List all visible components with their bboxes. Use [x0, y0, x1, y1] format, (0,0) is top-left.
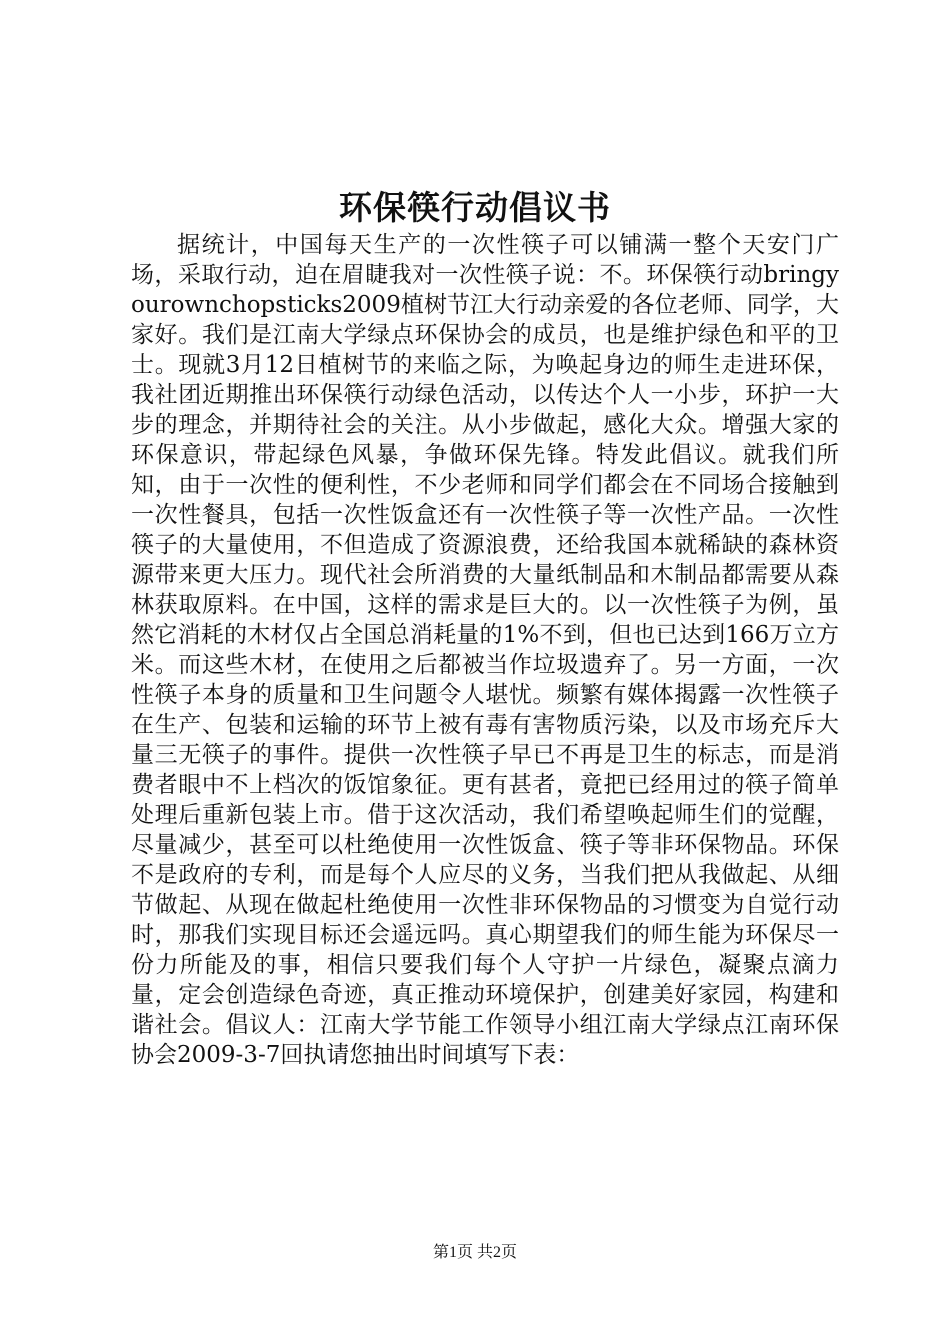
page-title: 环保筷行动倡议书 [339, 188, 611, 227]
body-paragraph: 据统计，中国每天生产的一次性筷子可以铺满一整个天安门广场，采取行动，迫在眉睫我对一次性筷子说：不。环保筷行动bringyourownchopsticks2009植树节江大行动亲爱的各位老师、同学，大家好。我们是江南大学绿点环保协会的成员，也是维护绿色和平的卫士。现就3月12日植树节的来临之际，为唤起身边的师生走进环保，我社团近期推出环保筷行动绿色活动，以传达个人一小步，环护一大步的理念，并期待社会的关注。从小步做起，感化大众。增强大家的环保意识，带起绿色风暴，争做环保先锋。特发此倡议。就我们所知，由于一次性的便利性，不少老师和同学们都会在不同场合接触到一次性餐具，包括一次性饭盒还有一次性筷子等一次性产品。一次性筷子的大量使用，不但造成了资源浪费，还给我国本就稀缺的森林资源带来更大压力。现代社会所消费的大量纸制品和木制品都需要从森林获取原料。在中国，这样的需求是巨大的。以一次性筷子为例，虽然它消耗的木材仅占全国总消耗量的1%不到，但也已达到166万立方米。而这些木材，在使用之后都被当作垃圾遗弃了。另一方面，一次性筷子本身的质量和卫生问题令人堪忧。频繁有媒体揭露一次性筷子在生产、包装和运输的环节上被有毒有害物质污染，以及市场充斥大量三无筷子的事件。提供一次性筷子早已不再是卫生的标志，而是消费者眼中不上档次的饭馆象征。更有甚者，竟把已经用过的筷子简单处理后重新包装上市。借于这次活动，我们希望唤起师生们的觉醒，尽量减少，甚至可以杜绝使用一次性饭盒、筷子等非环保物品。环保不是政府的专利，而是每个人应尽的义务，当我们把从我做起、从细节做起、从现在做起杜绝使用一次性非环保物品的习惯变为自觉行动时，那我们实现目标还会遥远吗。真心期望我们的师生能为环保尽一份力所能及的事，相信只要我们每个人守护一片绿色，凝聚点滴力量，定会创造绿色奇迹，真正推动环境保护，创建美好家园，构建和谐社会。倡议人：江南大学节能工作领导小组江南大学绿点江南环保协会2009-3-7回执请您抽出时间填写下表： [131, 232, 839, 1068]
page-number-footer: 第1页 共2页 [432, 1244, 517, 1261]
